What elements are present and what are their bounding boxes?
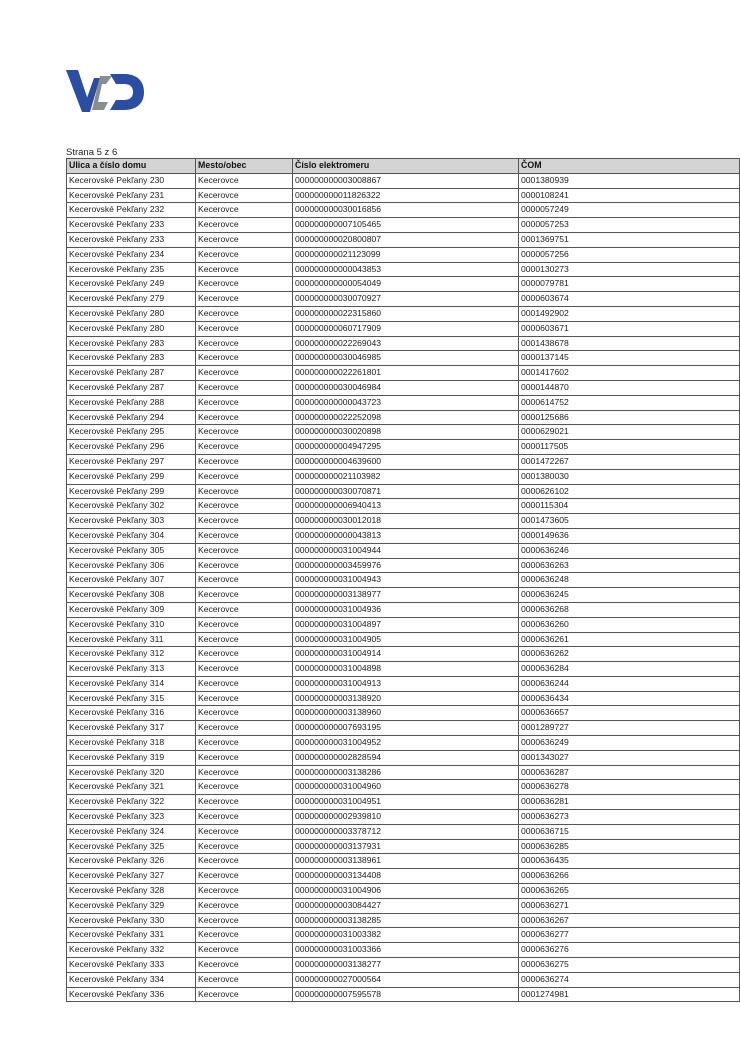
table-row [67,173,740,188]
cell-address: Kecerovské Pekľany 232 [67,203,196,218]
page-indicator: Strana 5 z 6 [66,147,118,158]
cell-city: Kecerovce [196,676,293,691]
cell-city: Kecerovce [196,972,293,987]
cell-city: Kecerovce [196,913,293,928]
logo-d-shape [110,74,144,110]
cell-address: Kecerovské Pekľany 296 [67,440,196,455]
table-row [67,351,740,366]
table-row [67,647,740,662]
table-row [67,543,740,558]
cell-address: Kecerovské Pekľany 299 [67,484,196,499]
cell-city: Kecerovce [196,928,293,943]
table-row [67,750,740,765]
cell-meter-number: 000000000000054049 [293,277,519,292]
cell-com: 0001438678 [519,336,740,351]
cell-city: Kecerovce [196,277,293,292]
table-row [67,602,740,617]
cell-com: 0000626102 [519,484,740,499]
cell-meter-number: 000000000031004943 [293,573,519,588]
cell-city: Kecerovce [196,765,293,780]
cell-city: Kecerovce [196,173,293,188]
cell-meter-number: 000000000031004898 [293,662,519,677]
cell-city: Kecerovce [196,425,293,440]
cell-com: 0000636260 [519,617,740,632]
table-row [67,336,740,351]
cell-meter-number: 000000000000043723 [293,395,519,410]
table-row [67,469,740,484]
cell-meter-number: 000000000030046984 [293,380,519,395]
table-row [67,395,740,410]
cell-city: Kecerovce [196,306,293,321]
table-row [67,972,740,987]
cell-meter-number: 000000000011826322 [293,188,519,203]
cell-city: Kecerovce [196,721,293,736]
cell-city: Kecerovce [196,987,293,1002]
table-row [67,380,740,395]
table-row [67,514,740,529]
cell-city: Kecerovce [196,558,293,573]
cell-address: Kecerovské Pekľany 302 [67,499,196,514]
table-row [67,780,740,795]
cell-city: Kecerovce [196,380,293,395]
cell-com: 0000636277 [519,928,740,943]
table-row [67,869,740,884]
table-row [67,839,740,854]
cell-address: Kecerovské Pekľany 322 [67,795,196,810]
cell-com: 0001380030 [519,469,740,484]
cell-address: Kecerovské Pekľany 304 [67,528,196,543]
table-row [67,218,740,233]
cell-city: Kecerovce [196,691,293,706]
table-row [67,366,740,381]
cell-meter-number: 000000000003378712 [293,824,519,839]
table-row [67,247,740,262]
table-row [67,292,740,307]
cell-meter-number: 000000000031004951 [293,795,519,810]
cell-address: Kecerovské Pekľany 294 [67,410,196,425]
cell-city: Kecerovce [196,662,293,677]
table-row [67,558,740,573]
cell-com: 0000636244 [519,676,740,691]
cell-meter-number: 000000000003138286 [293,765,519,780]
cell-com: 0000057256 [519,247,740,262]
table-row [67,854,740,869]
cell-city: Kecerovce [196,351,293,366]
cell-city: Kecerovce [196,410,293,425]
cell-address: Kecerovské Pekľany 283 [67,351,196,366]
table-row [67,454,740,469]
cell-address: Kecerovské Pekľany 249 [67,277,196,292]
table-row [67,232,740,247]
cell-address: Kecerovské Pekľany 230 [67,173,196,188]
cell-address: Kecerovské Pekľany 288 [67,395,196,410]
table-row [67,884,740,899]
cell-address: Kecerovské Pekľany 280 [67,321,196,336]
cell-city: Kecerovce [196,706,293,721]
table-row [67,440,740,455]
table-body [67,173,740,1002]
cell-city: Kecerovce [196,854,293,869]
cell-com: 0000629021 [519,425,740,440]
cell-meter-number: 000000000031004913 [293,676,519,691]
cell-meter-number: 000000000031004944 [293,543,519,558]
table-row [67,721,740,736]
cell-city: Kecerovce [196,647,293,662]
table-row [67,987,740,1002]
cell-city: Kecerovce [196,869,293,884]
cell-city: Kecerovce [196,321,293,336]
cell-com: 0000636265 [519,884,740,899]
cell-address: Kecerovské Pekľany 318 [67,736,196,751]
table-row [67,706,740,721]
table-row [67,928,740,943]
cell-address: Kecerovské Pekľany 295 [67,425,196,440]
meter-table [66,158,740,1002]
table-row [67,203,740,218]
cell-city: Kecerovce [196,514,293,529]
cell-meter-number: 000000000003138961 [293,854,519,869]
cell-city: Kecerovce [196,824,293,839]
table-row [67,499,740,514]
table-row [67,410,740,425]
cell-meter-number: 000000000003138960 [293,706,519,721]
cell-address: Kecerovské Pekľany 233 [67,232,196,247]
cell-city: Kecerovce [196,469,293,484]
cell-address: Kecerovské Pekľany 321 [67,780,196,795]
cell-meter-number: 000000000006940413 [293,499,519,514]
cell-address: Kecerovské Pekľany 306 [67,558,196,573]
cell-com: 0000636274 [519,972,740,987]
cell-com: 0000636263 [519,558,740,573]
cell-city: Kecerovce [196,336,293,351]
cell-address: Kecerovské Pekľany 325 [67,839,196,854]
cell-city: Kecerovce [196,484,293,499]
cell-city: Kecerovce [196,839,293,854]
cell-meter-number: 000000000031004906 [293,884,519,899]
cell-address: Kecerovské Pekľany 234 [67,247,196,262]
cell-meter-number: 000000000003138977 [293,588,519,603]
cell-address: Kecerovské Pekľany 316 [67,706,196,721]
cell-com: 0000636266 [519,869,740,884]
cell-com: 0001473605 [519,514,740,529]
cell-address: Kecerovské Pekľany 308 [67,588,196,603]
table-header-row [67,159,740,174]
cell-city: Kecerovce [196,543,293,558]
cell-city: Kecerovce [196,203,293,218]
cell-meter-number: 000000000027000564 [293,972,519,987]
cell-meter-number: 000000000022315860 [293,306,519,321]
cell-city: Kecerovce [196,366,293,381]
table-row [67,824,740,839]
cell-address: Kecerovské Pekľany 333 [67,958,196,973]
cell-meter-number: 000000000003138920 [293,691,519,706]
cell-address: Kecerovské Pekľany 314 [67,676,196,691]
cell-address: Kecerovské Pekľany 231 [67,188,196,203]
cell-meter-number: 000000000004947295 [293,440,519,455]
cell-address: Kecerovské Pekľany 330 [67,913,196,928]
cell-com: 0000079781 [519,277,740,292]
cell-meter-number: 000000000030070871 [293,484,519,499]
cell-address: Kecerovské Pekľany 324 [67,824,196,839]
cell-com: 0000137145 [519,351,740,366]
cell-city: Kecerovce [196,588,293,603]
cell-meter-number: 000000000030020898 [293,425,519,440]
cell-com: 0000636435 [519,854,740,869]
cell-address: Kecerovské Pekľany 336 [67,987,196,1002]
table-row [67,484,740,499]
table-row [67,188,740,203]
cell-com: 0000636271 [519,898,740,913]
cell-com: 0000636285 [519,839,740,854]
cell-com: 0001289727 [519,721,740,736]
cell-address: Kecerovské Pekľany 326 [67,854,196,869]
cell-address: Kecerovské Pekľany 315 [67,691,196,706]
cell-address: Kecerovské Pekľany 305 [67,543,196,558]
cell-com: 0000636246 [519,543,740,558]
table-row [67,676,740,691]
table-row [67,321,740,336]
cell-address: Kecerovské Pekľany 283 [67,336,196,351]
cell-meter-number: 000000000030046985 [293,351,519,366]
cell-address: Kecerovské Pekľany 303 [67,514,196,529]
table-row [67,528,740,543]
cell-com: 0000636267 [519,913,740,928]
cell-city: Kecerovce [196,898,293,913]
cell-meter-number: 000000000031003366 [293,943,519,958]
cell-city: Kecerovce [196,810,293,825]
cell-address: Kecerovské Pekľany 328 [67,884,196,899]
cell-address: Kecerovské Pekľany 319 [67,750,196,765]
cell-meter-number: 000000000031003382 [293,928,519,943]
cell-address: Kecerovské Pekľany 280 [67,306,196,321]
cell-meter-number: 000000000031004960 [293,780,519,795]
cell-city: Kecerovce [196,454,293,469]
cell-meter-number: 000000000031004952 [293,736,519,751]
cell-meter-number: 000000000003008867 [293,173,519,188]
cell-address: Kecerovské Pekľany 310 [67,617,196,632]
cell-com: 0000636245 [519,588,740,603]
cell-meter-number: 000000000031004914 [293,647,519,662]
cell-meter-number: 000000000031004936 [293,602,519,617]
cell-city: Kecerovce [196,780,293,795]
table-row [67,913,740,928]
cell-address: Kecerovské Pekľany 317 [67,721,196,736]
cell-com: 0000130273 [519,262,740,277]
cell-city: Kecerovce [196,795,293,810]
table-row [67,958,740,973]
table-row [67,573,740,588]
cell-address: Kecerovské Pekľany 297 [67,454,196,469]
cell-meter-number: 000000000002828594 [293,750,519,765]
cell-com: 0000108241 [519,188,740,203]
cell-com: 0000636284 [519,662,740,677]
cell-address: Kecerovské Pekľany 312 [67,647,196,662]
cell-meter-number: 000000000003459976 [293,558,519,573]
cell-meter-number: 000000000031004905 [293,632,519,647]
cell-meter-number: 000000000003137931 [293,839,519,854]
cell-meter-number: 000000000020800807 [293,232,519,247]
cell-meter-number: 000000000000043853 [293,262,519,277]
cell-com: 0000115304 [519,499,740,514]
cell-com: 0001343027 [519,750,740,765]
cell-meter-number: 000000000004639600 [293,454,519,469]
cell-address: Kecerovské Pekľany 327 [67,869,196,884]
table-row [67,943,740,958]
cell-com: 0000636248 [519,573,740,588]
cell-meter-number: 000000000031004897 [293,617,519,632]
cell-meter-number: 000000000003138285 [293,913,519,928]
table-row [67,810,740,825]
cell-city: Kecerovce [196,573,293,588]
cell-city: Kecerovce [196,499,293,514]
table-row [67,898,740,913]
cell-city: Kecerovce [196,884,293,899]
cell-address: Kecerovské Pekľany 279 [67,292,196,307]
cell-meter-number: 000000000003084427 [293,898,519,913]
cell-com: 0000125686 [519,410,740,425]
cell-city: Kecerovce [196,617,293,632]
cell-city: Kecerovce [196,440,293,455]
cell-meter-number: 000000000030012018 [293,514,519,529]
cell-city: Kecerovce [196,943,293,958]
cell-com: 0001380939 [519,173,740,188]
cell-com: 0000636287 [519,765,740,780]
cell-meter-number: 000000000003134408 [293,869,519,884]
cell-address: Kecerovské Pekľany 320 [67,765,196,780]
table-row [67,306,740,321]
cell-address: Kecerovské Pekľany 287 [67,366,196,381]
cell-address: Kecerovské Pekľany 329 [67,898,196,913]
cell-meter-number: 000000000060717909 [293,321,519,336]
cell-meter-number: 000000000000043813 [293,528,519,543]
cell-com: 0000636281 [519,795,740,810]
cell-com: 0000057249 [519,203,740,218]
cell-meter-number: 000000000022252098 [293,410,519,425]
cell-city: Kecerovce [196,218,293,233]
cell-com: 0001472267 [519,454,740,469]
cell-com: 0000636275 [519,958,740,973]
cell-city: Kecerovce [196,262,293,277]
cell-com: 0000636268 [519,602,740,617]
cell-city: Kecerovce [196,292,293,307]
cell-meter-number: 000000000007693195 [293,721,519,736]
cell-com: 0000636715 [519,824,740,839]
cell-meter-number: 000000000007105465 [293,218,519,233]
cell-com: 0001492902 [519,306,740,321]
cell-com: 0000636276 [519,943,740,958]
cell-address: Kecerovské Pekľany 299 [67,469,196,484]
cell-com: 0000614752 [519,395,740,410]
cell-com: 0000636657 [519,706,740,721]
cell-com: 0000149636 [519,528,740,543]
cell-com: 0000117505 [519,440,740,455]
cell-address: Kecerovské Pekľany 307 [67,573,196,588]
cell-address: Kecerovské Pekľany 233 [67,218,196,233]
column-header-address: Ulica a číslo domu [67,159,196,174]
column-header-meter-number: Číslo elektromeru [293,159,519,174]
table-row [67,632,740,647]
cell-city: Kecerovce [196,232,293,247]
cell-meter-number: 000000000007595578 [293,987,519,1002]
cell-city: Kecerovce [196,632,293,647]
table-row [67,662,740,677]
cell-meter-number: 000000000030016856 [293,203,519,218]
table-row [67,691,740,706]
table-row [67,262,740,277]
cell-city: Kecerovce [196,602,293,617]
cell-city: Kecerovce [196,247,293,262]
cell-com: 0000636434 [519,691,740,706]
table-header [67,159,740,174]
cell-address: Kecerovské Pekľany 311 [67,632,196,647]
cell-city: Kecerovce [196,736,293,751]
cell-meter-number: 000000000002939810 [293,810,519,825]
cell-city: Kecerovce [196,188,293,203]
company-logo [66,70,144,112]
table-row [67,736,740,751]
cell-meter-number: 000000000022269043 [293,336,519,351]
cell-com: 0001369751 [519,232,740,247]
cell-address: Kecerovské Pekľany 331 [67,928,196,943]
cell-com: 0000636249 [519,736,740,751]
column-header-com: ČOM [519,159,740,174]
cell-com: 0001274981 [519,987,740,1002]
cell-city: Kecerovce [196,958,293,973]
table-row [67,425,740,440]
cell-com: 0000144870 [519,380,740,395]
table-row [67,277,740,292]
cell-meter-number: 000000000021103982 [293,469,519,484]
cell-com: 0000057253 [519,218,740,233]
table-row [67,588,740,603]
cell-meter-number: 000000000030070927 [293,292,519,307]
table-row [67,765,740,780]
cell-com: 0000636273 [519,810,740,825]
cell-address: Kecerovské Pekľany 334 [67,972,196,987]
cell-com: 0000636261 [519,632,740,647]
cell-address: Kecerovské Pekľany 332 [67,943,196,958]
column-header-city: Mesto/obec [196,159,293,174]
cell-address: Kecerovské Pekľany 309 [67,602,196,617]
cell-city: Kecerovce [196,528,293,543]
cell-meter-number: 000000000022261801 [293,366,519,381]
cell-address: Kecerovské Pekľany 235 [67,262,196,277]
cell-com: 0000636262 [519,647,740,662]
cell-city: Kecerovce [196,395,293,410]
cell-meter-number: 000000000003138277 [293,958,519,973]
cell-com: 0000603674 [519,292,740,307]
cell-com: 0000636278 [519,780,740,795]
cell-address: Kecerovské Pekľany 323 [67,810,196,825]
cell-address: Kecerovské Pekľany 287 [67,380,196,395]
table-row [67,795,740,810]
cell-city: Kecerovce [196,750,293,765]
cell-address: Kecerovské Pekľany 313 [67,662,196,677]
cell-meter-number: 000000000021123099 [293,247,519,262]
cell-com: 0000603671 [519,321,740,336]
cell-com: 0001417602 [519,366,740,381]
table-row [67,617,740,632]
